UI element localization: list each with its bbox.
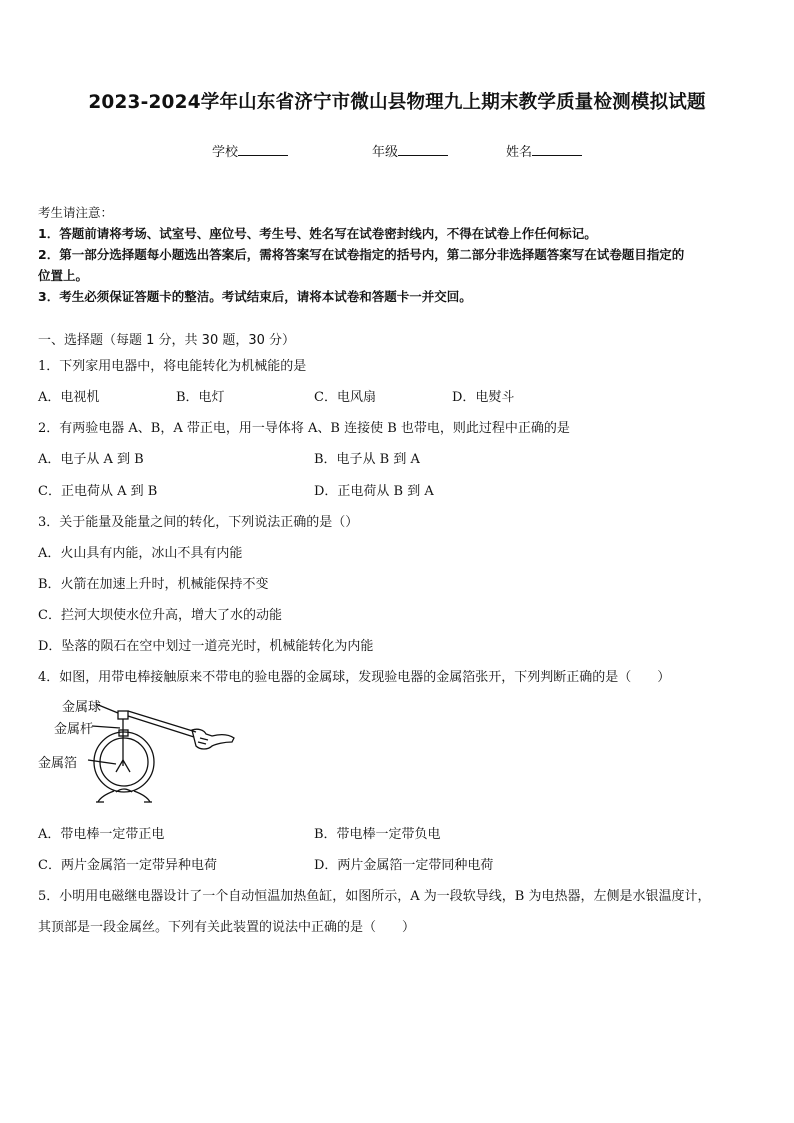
grade-blank [398,143,448,156]
q2-option-c: C．正电荷从 A 到 B [38,484,158,499]
label-metal-foil: 金属箔 [38,756,78,771]
school-label: 学校 [212,145,239,160]
school-field [212,141,288,160]
q2-option-a: A．电子从 A 到 B [38,452,144,467]
q3-option-a: A．火山具有内能，冰山不具有内能 [38,546,243,561]
q4-stem: 4．如图，用带电棒接触原来不带电的验电器的金属球，发现验电器的金属箔张开，下列判断正确的是（ ） [38,670,671,685]
q2-option-d: D．正电荷从 B 到 A [314,484,434,499]
notice-item-1: 1．答题前请将考场、试室号、座位号、考生号、姓名写在试卷密封线内，不得在试卷上作任何标记。 [38,226,597,241]
q4-option-b: B．带电棒一定带负电 [314,827,441,842]
q4-option-a: A．带电棒一定带正电 [38,827,165,842]
q4-option-d: D．两片金属箔一定带同种电荷 [314,858,494,873]
q3-option-d: D．坠落的陨石在空中划过一道亮光时，机械能转化为内能 [38,639,374,654]
q1-stem: 1．下列家用电器中，将电能转化为机械能的是 [38,359,307,374]
q3-option-c: C．拦河大坝使水位升高，增大了水的动能 [38,608,282,623]
name-label: 姓名 [506,145,533,160]
q2-option-b: B．电子从 B 到 A [314,452,420,467]
notice-item-2-cont: 位置上。 [38,268,89,283]
notice-heading: 考生请注意： [38,205,114,220]
grade-label: 年级 [372,145,399,160]
page-title: 2023-2024学年山东省济宁市微山县物理九上期末教学质量检测模拟试题 [88,92,706,113]
q4-option-c: C．两片金属箔一定带异种电荷 [38,858,217,873]
section-heading: 一、选择题（每题 1 分，共 30 题，30 分） [38,333,296,348]
name-blank [532,143,582,156]
q3-option-b: B．火箭在加速上升时，机械能保持不变 [38,577,269,592]
school-blank [238,143,288,156]
q2-stem: 2．有两验电器 A、B，A 带正电，用一导体将 A、B 连接使 B 也带电，则此过程中正确的是 [38,421,570,436]
q1-option-b: B．电灯 [176,390,225,405]
q3-stem: 3．关于能量及能量之间的转化，下列说法正确的是（） [38,515,359,530]
name-field [506,141,582,160]
grade-field [372,141,448,160]
q1-option-d: D．电熨斗 [452,390,515,405]
q1-option-a: A．电视机 [38,390,100,405]
q5-stem-line2: 其顶部是一段金属丝。下列有关此装置的说法中正确的是（ ） [38,920,416,935]
label-metal-ball: 金属球 [62,700,102,715]
notice-item-2: 2．第一部分选择题每小题选出答案后，需将答案写在试卷指定的括号内，第二部分非选择题答案写在试卷题目指定的 [38,247,685,262]
q1-option-c: C．电风扇 [314,390,376,405]
notice-item-3: 3．考生必须保证答题卡的整洁。考试结束后，请将本试卷和答题卡一并交回。 [38,289,472,304]
q5-stem-line1: 5．小明用电磁继电器设计了一个自动恒温加热鱼缸，如图所示，A 为一段软导线，B 为电热器，左侧是水银温度计， [38,889,711,904]
label-metal-rod: 金属杆 [54,722,94,737]
electroscope-figure [36,694,246,806]
